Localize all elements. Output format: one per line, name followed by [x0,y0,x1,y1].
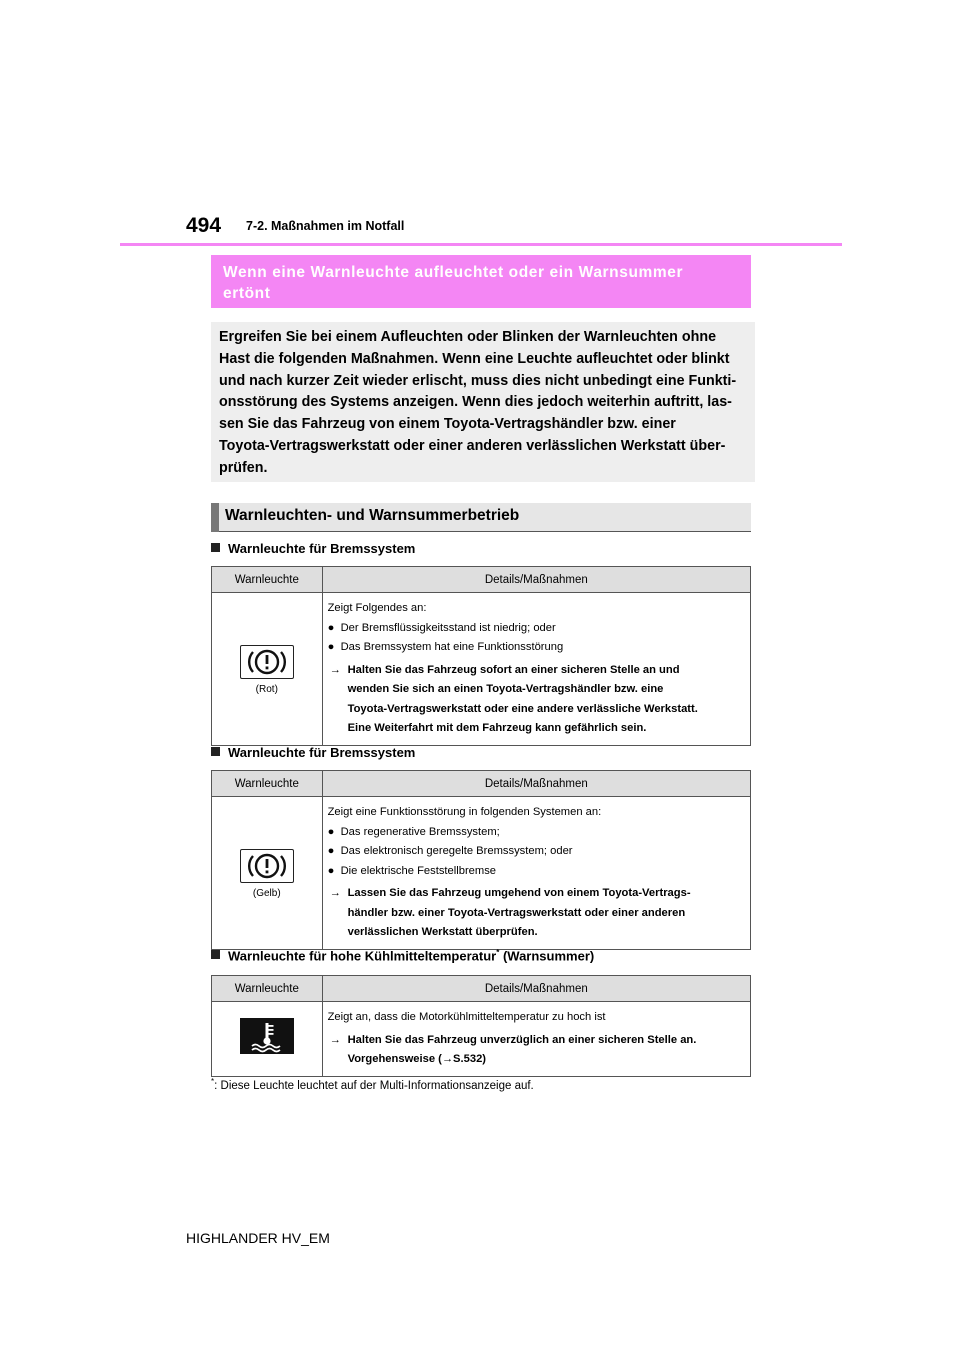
table-heading-suffix: (Warnsummer) [499,948,595,964]
column-header-warnleuchte: Warnleuchte [212,976,323,1002]
details-cell [322,593,750,746]
bullet-icon: ● [327,825,335,838]
action-line: verlässlichen Werkstatt überprüfen. [347,926,538,938]
column-header-details: Details/Maßnahmen [322,976,750,1002]
footnote [211,1077,534,1092]
table-heading-text: Warnleuchte für hohe Kühlmitteltemperatur [228,948,497,964]
table-heading [211,948,594,963]
footnote-mark: * [211,1077,215,1086]
warning-table [211,566,751,746]
bullet-icon: ● [327,864,335,877]
coolant-temperature-icon [240,1018,294,1054]
list-item-text: Das elektronisch geregelte Bremssystem; oder [340,845,573,857]
table-heading [211,541,415,556]
list-item-text: Die elektrische Feststellbremse [340,864,497,877]
bullet-icon: ● [327,641,335,653]
column-header-details: Details/Maßnahmen [322,771,750,797]
footnote-text: : Diese Leuchte leuchtet auf der Multi-Informationsanzeige auf. [214,1079,534,1092]
detail-intro: Zeigt eine Funktionsstörung in folgenden Systemen an: [327,806,602,818]
intro-line: Ergreifen Sie bei einem Aufleuchten oder Blinken der Warnleuchten ohne [219,329,717,345]
list-item-text: Das Bremssystem hat eine Funktionsstörung [340,641,564,653]
intro-line: prüfen. [219,459,268,476]
intro-line: sen Sie das Fahrzeug von einem Toyota-Vertragshändler bzw. einer [219,416,676,433]
details-cell [322,797,750,950]
section-title-bar [211,503,751,532]
arrow-icon: → [329,663,341,676]
square-bullet-icon [211,950,220,959]
action-line: Toyota-Vertragswerkstatt oder eine andere verlässliche Werkstatt. [347,702,698,715]
list-item-text: Der Bremsflüssigkeitsstand ist niedrig; oder [340,621,556,634]
list-item [328,823,744,843]
list-item [328,619,744,639]
action-text [328,1031,744,1070]
details-cell [322,1002,750,1077]
brake-warning-icon [240,645,294,679]
banner-line-1: Wenn eine Warnleuchte aufleuchtet oder ein Warnsummer [223,264,684,281]
action-line: händler bzw. einer Toyota-Vertragswerkstatt oder einer anderen [347,906,686,919]
footnote-mark: * [496,948,500,957]
column-header-details: Details/Maßnahmen [322,567,750,593]
warning-light-cell [212,797,323,950]
action-line: Vorgehensweise (→S.532) [347,1053,487,1065]
square-bullet-icon [211,747,220,756]
action-line: Halten Sie das Fahrzeug unverzüglich an einer sicheren Stelle an. [347,1033,697,1046]
intro-line: Hast die folgenden Maßnahmen. Wenn eine Leuchte aufleuchtet oder blinkt [219,350,730,367]
column-header-warnleuchte: Warnleuchte [212,567,323,593]
action-line: Lassen Sie das Fahrzeug umgehend von einem Toyota-Vertrags- [347,887,691,899]
section-title: Warnleuchten- und Warnsummerbetrieb [225,507,520,524]
brake-warning-icon [240,849,294,883]
warning-table [211,770,751,950]
bullet-icon: ● [327,845,335,857]
table-heading [211,745,415,760]
banner-line-2: ertönt [223,285,271,302]
intro-line: Toyota-Vertragswerkstatt oder einer anderen verlässlichen Werkstatt über- [219,437,726,454]
color-label: (Rot) [255,683,278,695]
model-name: HIGHLANDER HV_EM [186,1230,330,1246]
warning-light-cell [212,593,323,746]
action-line: Eine Weiterfahrt mit dem Fahrzeug kann gefährlich sein. [347,722,647,734]
arrow-icon: → [329,1033,341,1046]
list-item-text: Das regenerative Bremssystem; [340,825,500,838]
list-item [328,862,744,882]
section-banner [211,255,751,308]
header-rule [120,243,842,246]
detail-intro: Zeigt an, dass die Motorkühlmitteltemperatur zu hoch ist [327,1011,606,1023]
intro-line: und nach kurzer Zeit wieder erlischt, muss dies nicht unbedingt eine Funkti- [219,372,737,389]
column-header-warnleuchte: Warnleuchte [212,771,323,797]
action-line: Halten Sie das Fahrzeug sofort an einer sicheren Stelle an und [347,663,680,676]
action-text [328,884,744,943]
page-number: 494 [186,214,222,237]
intro-box [211,322,755,482]
arrow-icon: → [329,887,341,899]
bullet-icon: ● [327,621,335,634]
list-item [328,638,744,658]
section-title-marker [211,503,219,532]
action-line: wenden Sie sich an einen Toyota-Vertragshändler bzw. eine [347,683,664,695]
chapter-title: 7-2. Maßnahmen im Notfall [246,219,405,233]
warning-light-cell [212,1002,323,1077]
list-item [328,842,744,862]
color-label: (Gelb) [252,887,281,899]
table-heading-text: Warnleuchte für Bremssystem [228,541,416,556]
action-text [328,661,744,739]
warning-table [211,975,751,1077]
table-heading-text: Warnleuchte für Bremssystem [228,745,416,760]
intro-line: onsstörung des Systems anzeigen. Wenn dies jedoch weiterhin auftritt, las- [219,394,732,411]
detail-intro: Zeigt Folgendes an: [327,602,427,614]
square-bullet-icon [211,543,220,552]
